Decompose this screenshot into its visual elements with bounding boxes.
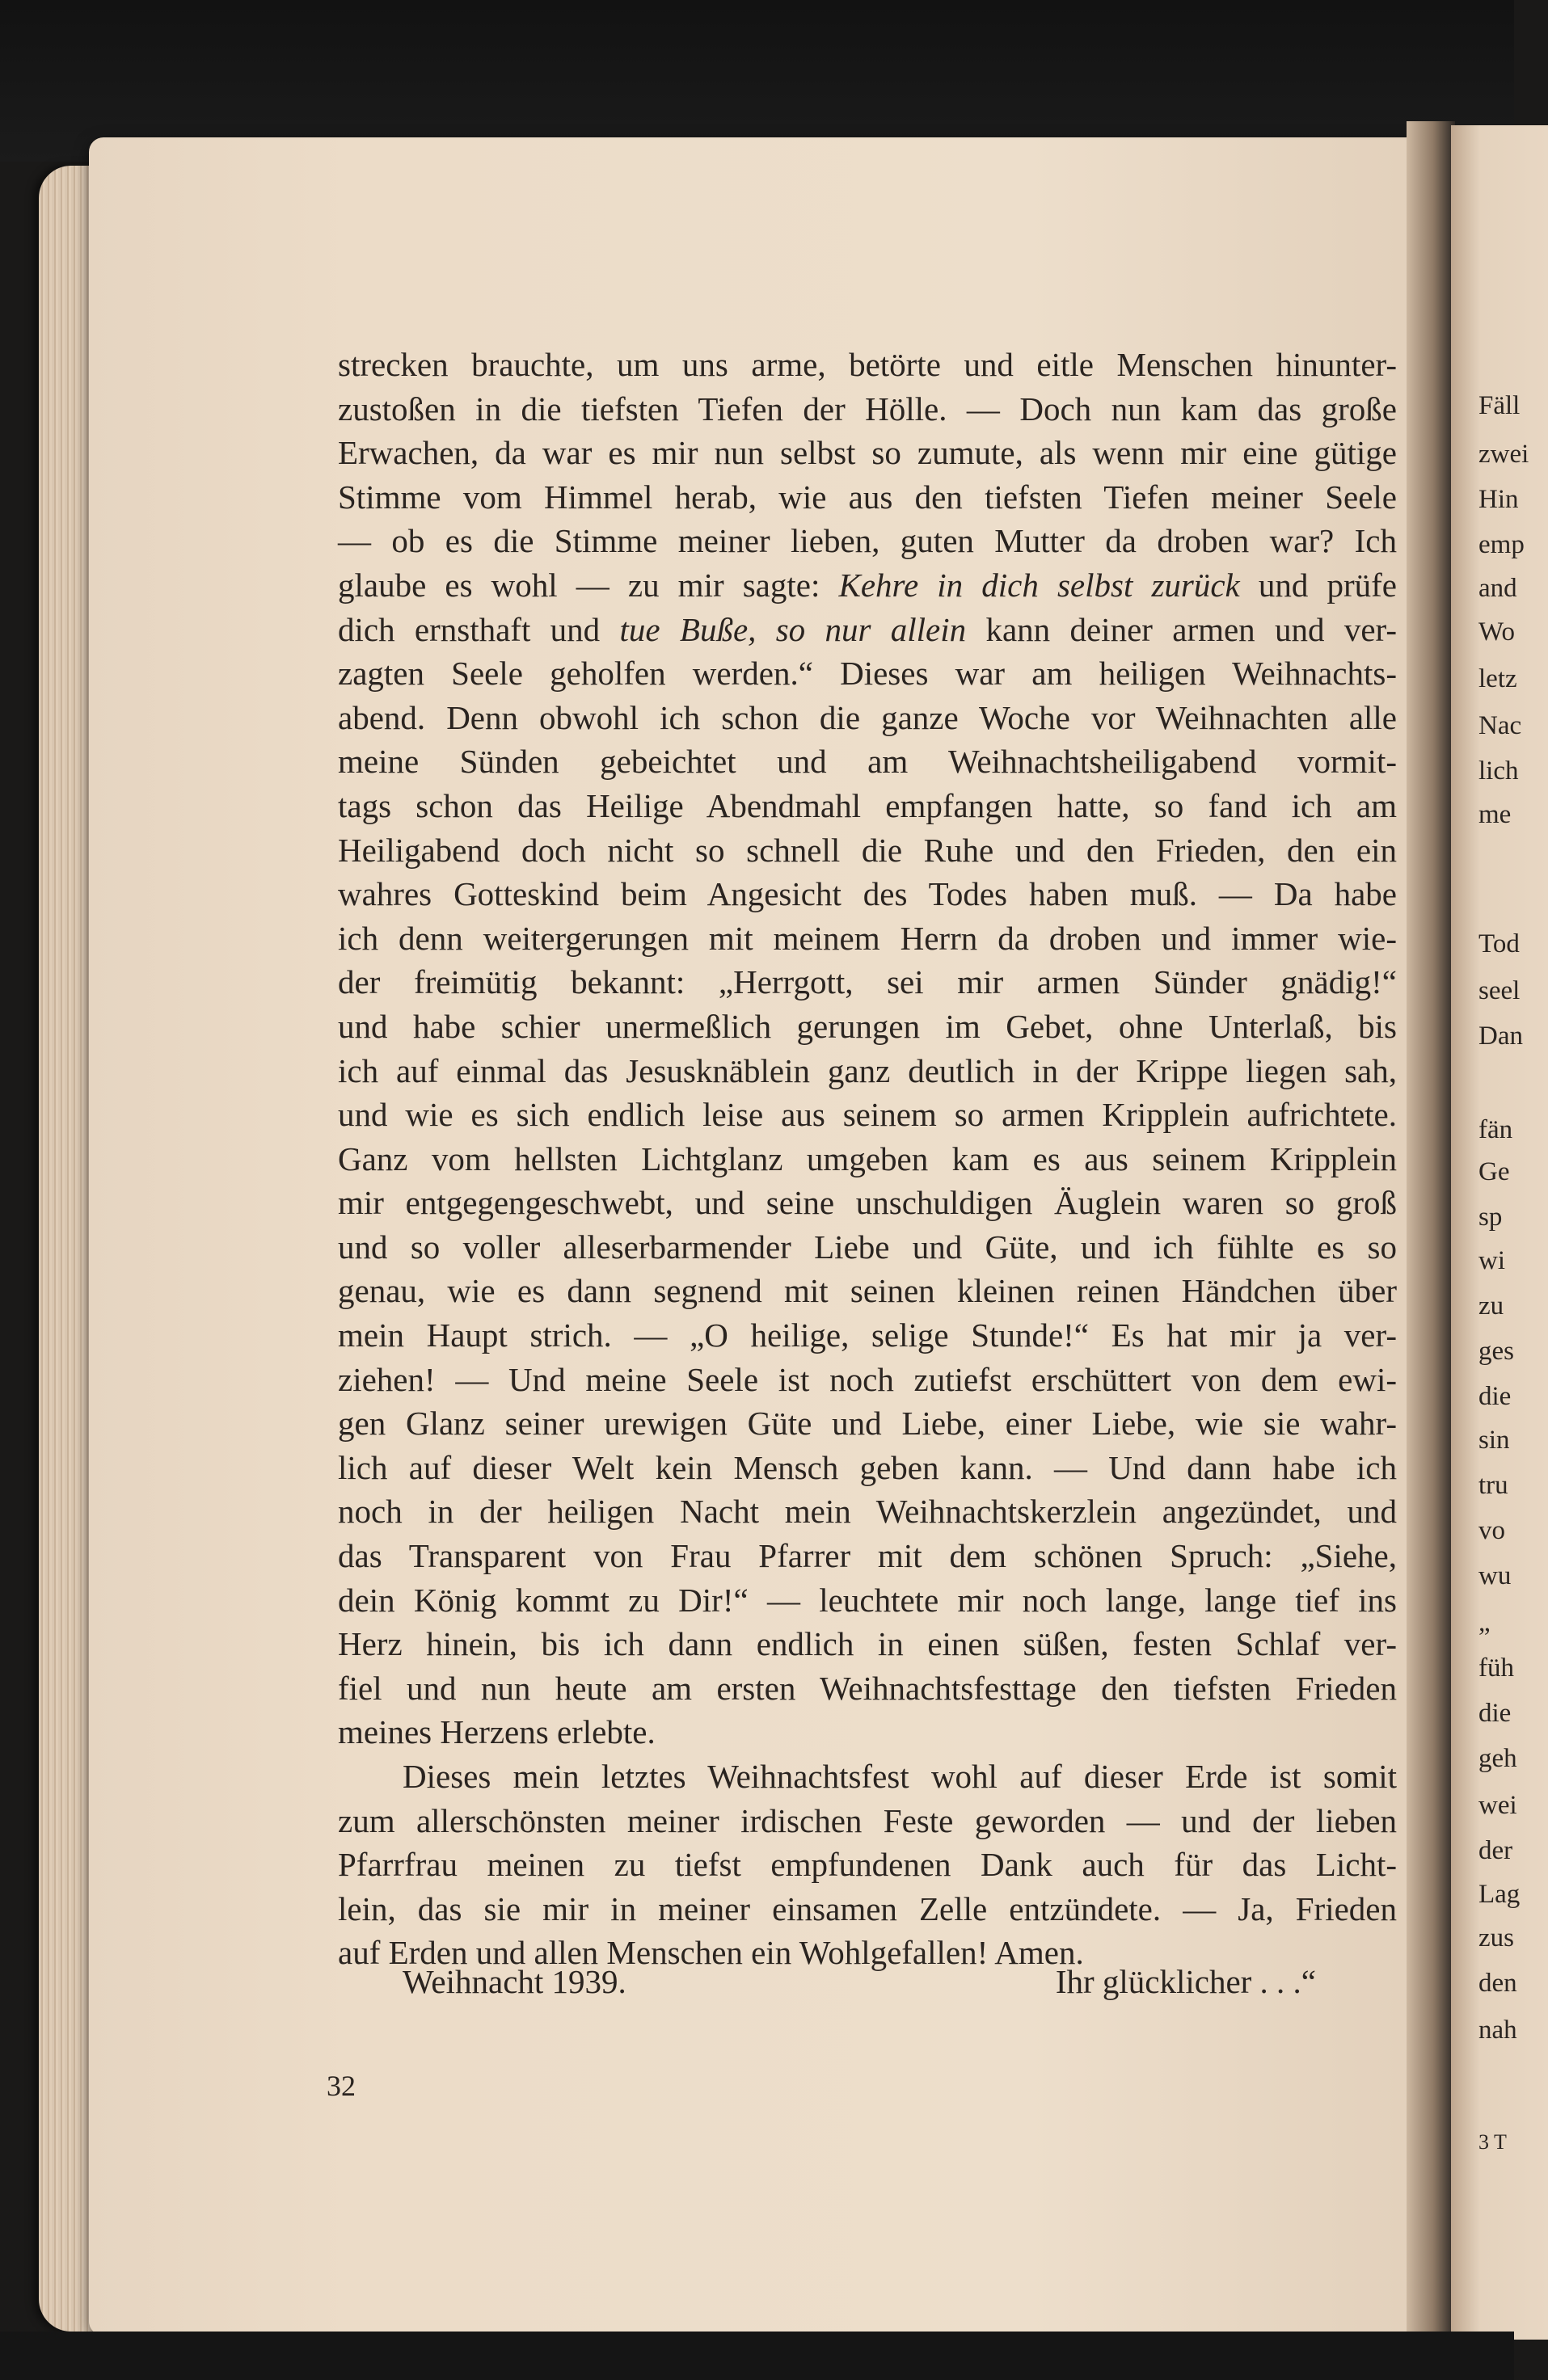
text-line-italic-quote	[338, 608, 1397, 652]
closing-date: Weihnacht 1939.	[403, 1963, 626, 2000]
facing-page-fragment: zus	[1478, 1923, 1514, 1952]
facing-page-fragment: emp	[1478, 530, 1525, 559]
text-line: abend. Denn obwohl ich schon die ganze Woche vor Weihnachten alle	[338, 698, 1397, 736]
text-line: Herz hinein, bis ich dann endlich in einen süßen, festen Schlaf ver-	[338, 1625, 1397, 1663]
text-line: Stimme vom Himmel herab, wie aus den tiefsten Tiefen meiner Seele	[338, 478, 1397, 516]
text-line: und so voller alleserbarmender Liebe und Güte, und ich fühlte es so	[338, 1228, 1397, 1266]
text-line-italic-quote	[338, 563, 1397, 608]
facing-page-fragment: den	[1478, 1969, 1517, 1998]
italic-phrase: tue Buße, so nur allein	[619, 610, 967, 648]
text-line: Pfarrfrau meinen zu tiefst empfundenen Dank auch für das Licht-	[338, 1846, 1397, 1884]
facing-page-fragment: Tod	[1478, 929, 1520, 958]
text-line: meine Sünden gebeichtet und am Weihnachtsheiligabend vormit-	[338, 743, 1397, 781]
facing-page-fragment: and	[1478, 574, 1517, 603]
text-line: tags schon das Heilige Abendmahl empfangen hatte, so fand ich am	[338, 786, 1397, 824]
facing-page-fragment: lich	[1478, 756, 1519, 786]
text-fragment: glaube es wohl — zu mir sagte:	[338, 566, 820, 604]
facing-page-fragment: vo	[1478, 1516, 1505, 1545]
text-line: das Transparent von Frau Pfarrer mit dem schönen Spruch: „Siehe,	[338, 1537, 1397, 1575]
text-line: wahres Gotteskind beim Angesicht des Todes haben muß. — Da habe	[338, 875, 1397, 913]
facing-page-fragment: „	[1478, 1608, 1491, 1637]
facing-page-fragment: zu	[1478, 1291, 1504, 1321]
text-line: zustoßen in die tiefsten Tiefen der Hölle. — Doch nun kam das große	[338, 390, 1397, 428]
facing-page-fragment: Lag	[1478, 1880, 1521, 1909]
facing-page-fragment: letz	[1478, 664, 1517, 693]
text-line: der freimütig bekannt: „Herrgott, sei mir armen Sünder gnädig!“	[338, 963, 1397, 1001]
text-line: mir entgegengeschwebt, und seine unschuldigen Äuglein waren so groß	[338, 1184, 1397, 1222]
facing-page-fragment: tru	[1478, 1471, 1508, 1500]
text-line: fiel und nun heute am ersten Weihnachtsfesttage den tiefsten Frieden	[338, 1669, 1397, 1707]
facing-page-fragment: sp	[1478, 1203, 1503, 1232]
book-gutter	[1407, 121, 1455, 2352]
facing-page-fragment: die	[1478, 1699, 1512, 1728]
text-fragment: und prüfe	[1258, 566, 1397, 604]
facing-page-fragment: Nac	[1478, 711, 1522, 740]
text-line: noch in der heiligen Nacht mein Weihnachtskerzlein angezündet, und	[338, 1493, 1397, 1531]
dark-background-bottom	[0, 2332, 1514, 2380]
text-line: dein König kommt zu Dir!“ — leuchtete mir noch lange, lange tief ins	[338, 1581, 1397, 1619]
text-line: mein Haupt strich. — „O heilige, selige Stunde!“ Es hat mir ja ver-	[338, 1316, 1397, 1354]
facing-page-fragment: nah	[1478, 2016, 1517, 2045]
text-line: zagten Seele geholfen werden.“ Dieses war am heiligen Weihnachts-	[338, 655, 1397, 693]
text-line: Heiligabend doch nicht so schnell die Ruhe und den Frieden, den ein	[338, 831, 1397, 869]
text-line: gen Glanz seiner urewigen Güte und Liebe, einer Liebe, wie sie wahr-	[338, 1405, 1397, 1443]
facing-page-fragment: der	[1478, 1836, 1513, 1865]
italic-phrase: Kehre in dich selbst zurück	[838, 566, 1240, 604]
text-fragment: dich ernsthaft und	[338, 610, 601, 648]
facing-page-fragment: Fäll	[1478, 391, 1521, 420]
letter-closing	[403, 1962, 1316, 2006]
facing-page-fragment: ges	[1478, 1337, 1514, 1366]
page-number: 32	[327, 2070, 356, 2102]
facing-page-fragment: Ge	[1478, 1157, 1510, 1186]
text-line: und habe schier unermeßlich gerungen im Gebet, ohne Unterlaß, bis	[338, 1007, 1397, 1045]
text-line: — ob es die Stimme meiner lieben, guten Mutter da droben war? Ich	[338, 522, 1397, 560]
facing-page-fragment: wei	[1478, 1791, 1517, 1820]
facing-page-fragment: 3 T	[1478, 2130, 1507, 2154]
text-line: und wie es sich endlich leise aus seinem so armen Kripplein aufrichtete.	[338, 1096, 1397, 1134]
facing-page-fragment: me	[1478, 800, 1512, 829]
text-line: lich auf dieser Welt kein Mensch geben kann. — Und dann habe ich	[338, 1448, 1397, 1486]
facing-page-fragment: geh	[1478, 1744, 1517, 1773]
text-line: ziehen! — Und meine Seele ist noch zutiefst erschüttert von dem ewi-	[338, 1360, 1397, 1398]
text-line: Erwachen, da war es mir nun selbst so zumute, als wenn mir eine gütige	[338, 434, 1397, 472]
text-line: auf Erden und allen Menschen ein Wohlgefallen! Amen.	[338, 1934, 1084, 1972]
facing-page-fragment: Wo	[1478, 617, 1516, 647]
facing-page-fragment: wu	[1478, 1561, 1512, 1590]
facing-page-fragment: die	[1478, 1382, 1512, 1411]
facing-page-fragment: fän	[1478, 1115, 1513, 1144]
text-line: meines Herzens erlebte.	[338, 1713, 656, 1751]
text-line: strecken brauchte, um uns arme, betörte und eitle Menschen hinunter-	[338, 346, 1397, 383]
facing-page-fragment: sin	[1478, 1426, 1510, 1455]
text-line: lein, das sie mir in meiner einsamen Zelle entzündete. — Ja, Frieden	[338, 1889, 1397, 1927]
text-line: ich denn weitergerungen mit meinem Herrn da droben und immer wie-	[338, 919, 1397, 957]
facing-page-fragment: Hin	[1478, 485, 1519, 514]
facing-page-fragment: wi	[1478, 1246, 1505, 1275]
text-line: Ganz vom hellsten Lichtglanz umgeben kam es aus seinem Kripplein	[338, 1139, 1397, 1177]
text-line-paragraph-start: Dieses mein letztes Weihnachtsfest wohl auf dieser Erde ist somit	[403, 1758, 1397, 1795]
facing-page-fragment: zwei	[1478, 440, 1529, 469]
text-fragment: kann deiner armen und ver-	[985, 610, 1398, 648]
closing-signoff: Ihr glücklicher . . .“	[1055, 1963, 1316, 2000]
facing-page-fragment: Dan	[1478, 1022, 1523, 1051]
facing-page-fragment: seel	[1478, 976, 1521, 1005]
text-line: ich auf einmal das Jesusknäblein ganz deutlich in der Krippe liegen sah,	[338, 1051, 1397, 1089]
text-line: zum allerschönsten meiner irdischen Feste geworden — und der lieben	[338, 1801, 1397, 1839]
body-text	[338, 343, 1397, 1975]
text-line: genau, wie es dann segnend mit seinen kleinen reinen Händchen über	[338, 1272, 1397, 1310]
facing-page-fragment: füh	[1478, 1653, 1514, 1683]
